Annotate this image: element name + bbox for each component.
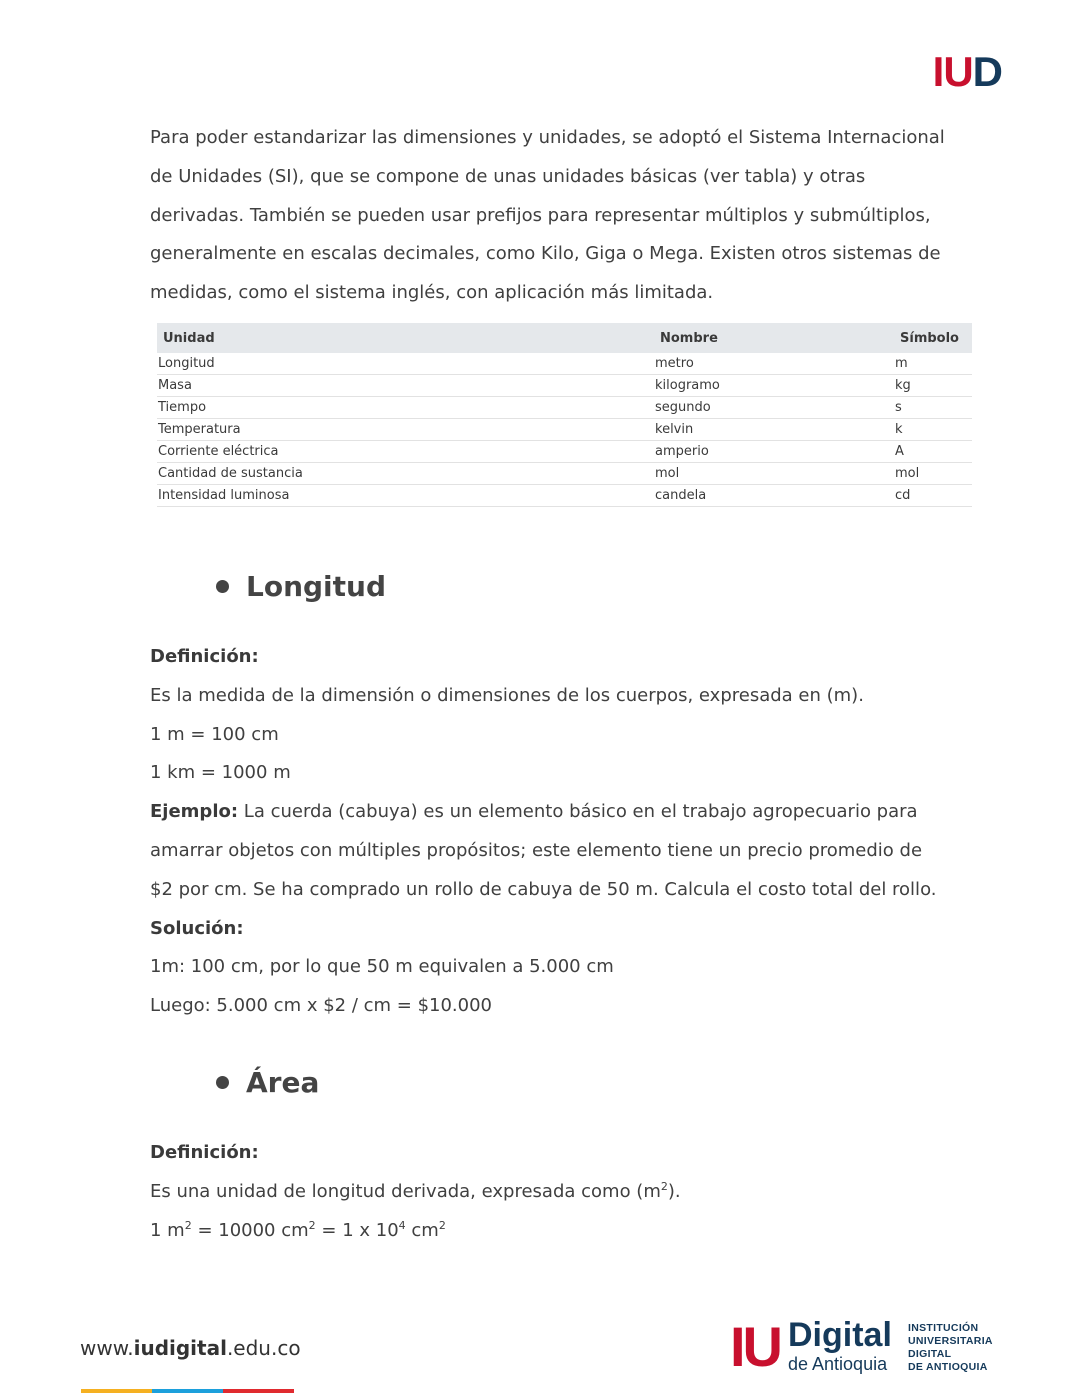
definicion-text: Es la medida de la dimensión o dimensiones de los cuerpos, expresada en (m). bbox=[150, 684, 864, 706]
intro-section bbox=[150, 119, 950, 313]
url-prefix: www. bbox=[80, 1336, 134, 1360]
cell-simbolo: s bbox=[894, 397, 972, 419]
area-equation bbox=[150, 1212, 950, 1251]
eq-part: cm bbox=[405, 1219, 439, 1241]
intro-paragraph: Para poder estandarizar las dimensiones y unidades, se adoptó el Sistema Internacional de Unidades (SI), que se compone de unas unidades básicas (ver tabla) y otras derivadas. También se pueden usar prefijos para representar múltiplos y submúltiplos, generalmente en escalas decimales, como Kilo, Giga o Mega. Existen otros sistemas de medidas, como el sistema inglés, con aplicación más limitada. bbox=[150, 127, 945, 304]
logo-de-antioquia: de Antioquia bbox=[788, 1354, 888, 1374]
table-row bbox=[157, 375, 972, 397]
eq-sup: 2 bbox=[308, 1218, 316, 1232]
footer-website[interactable] bbox=[80, 1336, 301, 1360]
logo-letter-i: I bbox=[932, 48, 944, 95]
table-row bbox=[157, 463, 972, 485]
cell-nombre: segundo bbox=[654, 397, 894, 419]
heading-longitud-text: Longitud bbox=[246, 570, 387, 603]
eq-sup: 4 bbox=[398, 1218, 406, 1232]
bar-blue bbox=[152, 1389, 223, 1393]
cell-simbolo: m bbox=[894, 353, 972, 375]
eq-sup: 2 bbox=[184, 1218, 192, 1232]
area-section bbox=[150, 1134, 950, 1250]
table-row bbox=[157, 397, 972, 419]
equation-1: 1 m = 100 cm bbox=[150, 723, 279, 745]
header-nombre: Nombre bbox=[654, 323, 894, 353]
cell-simbolo: mol bbox=[894, 463, 972, 485]
ejemplo-label: Ejemplo: bbox=[150, 801, 239, 823]
cell-simbolo: kg bbox=[894, 375, 972, 397]
logo-iu: IU bbox=[730, 1315, 780, 1378]
heading-area-text: Área bbox=[246, 1066, 320, 1099]
area-def-pre: Es una unidad de longitud derivada, expresada como (m bbox=[150, 1180, 661, 1202]
area-definicion-label: Definición: bbox=[150, 1142, 259, 1163]
bar-yellow bbox=[81, 1389, 152, 1393]
header-unidad: Unidad bbox=[157, 323, 654, 353]
inst-line: DE ANTIOQUIA bbox=[908, 1361, 988, 1373]
eq-part: 1 m bbox=[150, 1219, 185, 1241]
solucion-line-1: 1m: 100 cm, por lo que 50 m equivalen a 5.000 cm bbox=[150, 956, 614, 978]
eq-sup: 2 bbox=[438, 1218, 446, 1232]
cell-unidad: Temperatura bbox=[157, 419, 654, 441]
heading-longitud bbox=[216, 570, 386, 603]
cell-simbolo: k bbox=[894, 419, 972, 441]
cell-unidad: Longitud bbox=[157, 353, 654, 375]
logo-letter-d: D bbox=[972, 48, 1002, 95]
cell-nombre: mol bbox=[654, 463, 894, 485]
inst-line: UNIVERSITARIA bbox=[908, 1335, 993, 1347]
cell-unidad: Intensidad luminosa bbox=[157, 485, 654, 507]
cell-nombre: metro bbox=[654, 353, 894, 375]
cell-nombre: kilogramo bbox=[654, 375, 894, 397]
bullet-icon bbox=[216, 1076, 229, 1089]
cell-simbolo: A bbox=[894, 441, 972, 463]
area-def-sup: 2 bbox=[660, 1179, 668, 1193]
iud-logo bbox=[933, 50, 1002, 94]
url-domain: iudigital bbox=[133, 1336, 227, 1360]
header-simbolo: Símbolo bbox=[894, 323, 972, 353]
bullet-icon bbox=[216, 580, 229, 593]
area-def-post: ). bbox=[667, 1180, 681, 1202]
ejemplo-paragraph bbox=[150, 793, 950, 909]
table-row bbox=[157, 353, 972, 375]
heading-area bbox=[216, 1066, 319, 1099]
table-row bbox=[157, 441, 972, 463]
cell-nombre: kelvin bbox=[654, 419, 894, 441]
cell-simbolo: cd bbox=[894, 485, 972, 507]
area-definicion-text bbox=[150, 1173, 950, 1212]
table-header-row bbox=[157, 323, 972, 353]
equation-2: 1 km = 1000 m bbox=[150, 762, 291, 784]
cell-unidad: Corriente eléctrica bbox=[157, 441, 654, 463]
cell-unidad: Tiempo bbox=[157, 397, 654, 419]
cell-nombre: candela bbox=[654, 485, 894, 507]
definicion-label: Definición: bbox=[150, 646, 259, 667]
eq-part: = 10000 cm bbox=[191, 1219, 309, 1241]
cell-unidad: Masa bbox=[157, 375, 654, 397]
url-suffix: .edu.co bbox=[226, 1336, 301, 1360]
eq-part: = 1 x 10 bbox=[315, 1219, 399, 1241]
logo-digital: Digital bbox=[788, 1316, 892, 1354]
inst-line: INSTITUCIÓN bbox=[908, 1322, 979, 1334]
cell-nombre: amperio bbox=[654, 441, 894, 463]
bar-red bbox=[223, 1389, 294, 1393]
solucion-line-2: Luego: 5.000 cm x $2 / cm = $10.000 bbox=[150, 995, 492, 1017]
cell-unidad: Cantidad de sustancia bbox=[157, 463, 654, 485]
solucion-label: Solución: bbox=[150, 917, 244, 939]
longitud-section bbox=[150, 638, 950, 1026]
ejemplo-text: La cuerda (cabuya) es un elemento básico en el trabajo agropecuario para amarrar objetos con múltiples propósitos; este elemento tiene un precio promedio de $2 por cm. Se ha comprado un rollo de cabuya de 50 m. Calcula el costo total del rollo. bbox=[150, 801, 937, 900]
iudigital-logo bbox=[730, 1315, 1005, 1378]
footer-color-bar bbox=[81, 1389, 294, 1393]
table-row bbox=[157, 485, 972, 507]
table-row bbox=[157, 419, 972, 441]
inst-line: DIGITAL bbox=[908, 1348, 952, 1360]
logo-institution-text bbox=[908, 1322, 993, 1374]
si-units-table bbox=[157, 323, 972, 507]
logo-letter-u: U bbox=[943, 48, 973, 95]
